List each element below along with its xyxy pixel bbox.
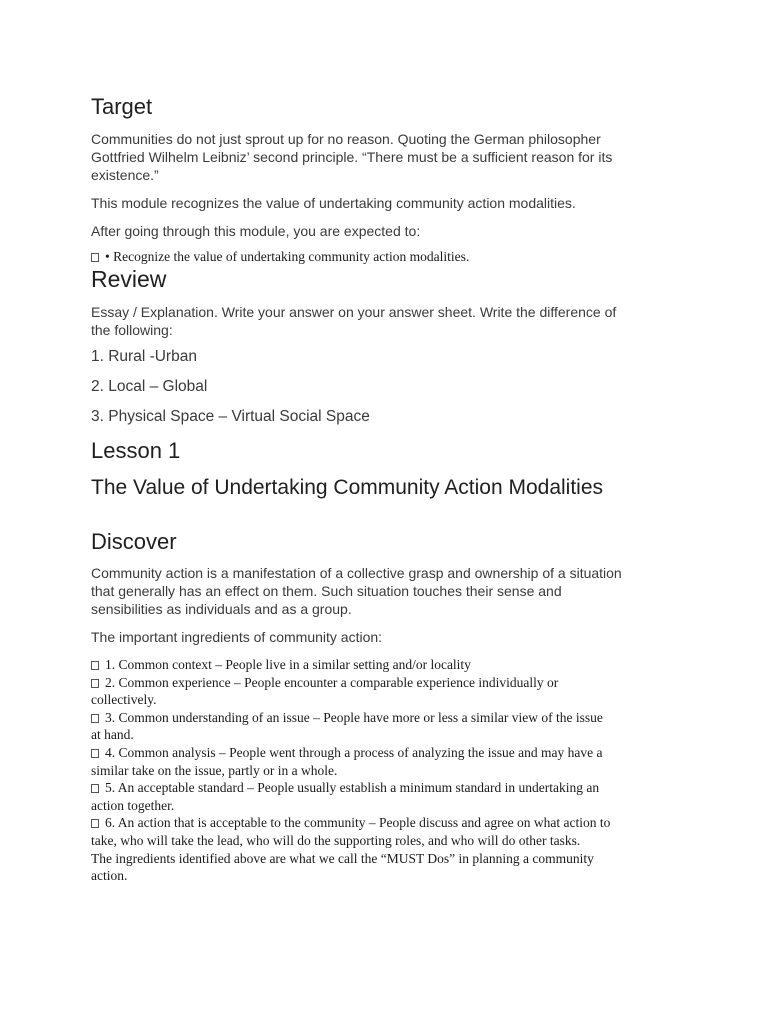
checkbox-glyph-icon [91, 679, 99, 688]
ingredient-continuation: at hand. [91, 727, 134, 743]
discover-intro-paragraph [91, 564, 671, 618]
ingredient-continuation: collectively. [91, 692, 157, 708]
must-dos-continuation: action. [91, 868, 128, 884]
ingredient-continuation: action together. [91, 797, 175, 813]
checkbox-glyph-icon [91, 749, 99, 758]
discover-heading: Discover [91, 529, 177, 554]
target-expected-paragraph: After going through this module, you are expected to: [91, 223, 421, 239]
target-intro-line-1: Communities do not just sprout up for no reason. Quoting the German philosopher [91, 131, 601, 147]
ingredient-line: 2. Common experience – People encounter a comparable experience individually or [91, 674, 691, 692]
ingredient-continuation: similar take on the issue, partly or in a whole. [91, 762, 338, 778]
discover-intro-line-1: Community action is a manifestation of a collective grasp and ownership of a situation [91, 565, 622, 581]
checkbox-glyph-icon [91, 819, 99, 828]
ingredient-line: 4. Common analysis – People went through a process of analyzing the issue and may have a [91, 744, 691, 762]
target-intro-paragraph [91, 130, 671, 184]
checkbox-glyph-icon [91, 714, 99, 723]
lesson-label: Lesson 1 [91, 438, 181, 463]
review-instructions [91, 303, 671, 339]
review-item-1: 1. Rural -Urban [91, 348, 197, 365]
review-instructions-line-2: the following: [91, 322, 173, 338]
discover-intro-line-2: that generally has an effect on them. Such situation touches their sense and [91, 583, 562, 599]
must-dos-line: The ingredients identified above are what we call the “MUST Dos” in planning a community [91, 850, 594, 866]
checkbox-glyph-icon [91, 784, 99, 793]
target-intro-line-3: existence.” [91, 167, 159, 183]
target-heading: Target [91, 94, 153, 119]
discover-intro-line-3: sensibilities as individuals and as a group. [91, 601, 352, 617]
checkbox-glyph-icon [91, 253, 99, 262]
review-item-3: 3. Physical Space – Virtual Social Space [91, 408, 370, 425]
discover-ingredients-intro: The important ingredients of community action: [91, 629, 383, 645]
checkbox-glyph-icon [91, 661, 99, 670]
ingredient-line: 1. Common context – People live in a similar setting and/or locality [91, 656, 691, 674]
review-heading: Review [91, 266, 167, 292]
target-objective [91, 248, 691, 266]
lesson-title: The Value of Undertaking Community Action Modalities [91, 476, 604, 499]
ingredients-list [91, 656, 691, 885]
ingredient-line: 6. An action that is acceptable to the community – People discuss and agree on what action to [91, 814, 691, 832]
objective-text: • Recognize the value of undertaking community action modalities. [105, 249, 470, 264]
ingredient-line: 3. Common understanding of an issue – People have more or less a similar view of the issue [91, 709, 691, 727]
target-intro-line-2: Gottfried Wilhelm Leibniz’ second principle. “There must be a sufficient reason for its [91, 149, 613, 165]
review-item-2: 2. Local – Global [91, 378, 208, 395]
ingredient-line: 5. An acceptable standard – People usually establish a minimum standard in undertaking an [91, 779, 691, 797]
review-instructions-line-1: Essay / Explanation. Write your answer on your answer sheet. Write the difference of [91, 304, 617, 320]
ingredient-continuation: take, who will take the lead, who will do the supporting roles, and who will do other tasks. [91, 832, 581, 848]
target-module-paragraph: This module recognizes the value of undertaking community action modalities. [91, 195, 576, 211]
